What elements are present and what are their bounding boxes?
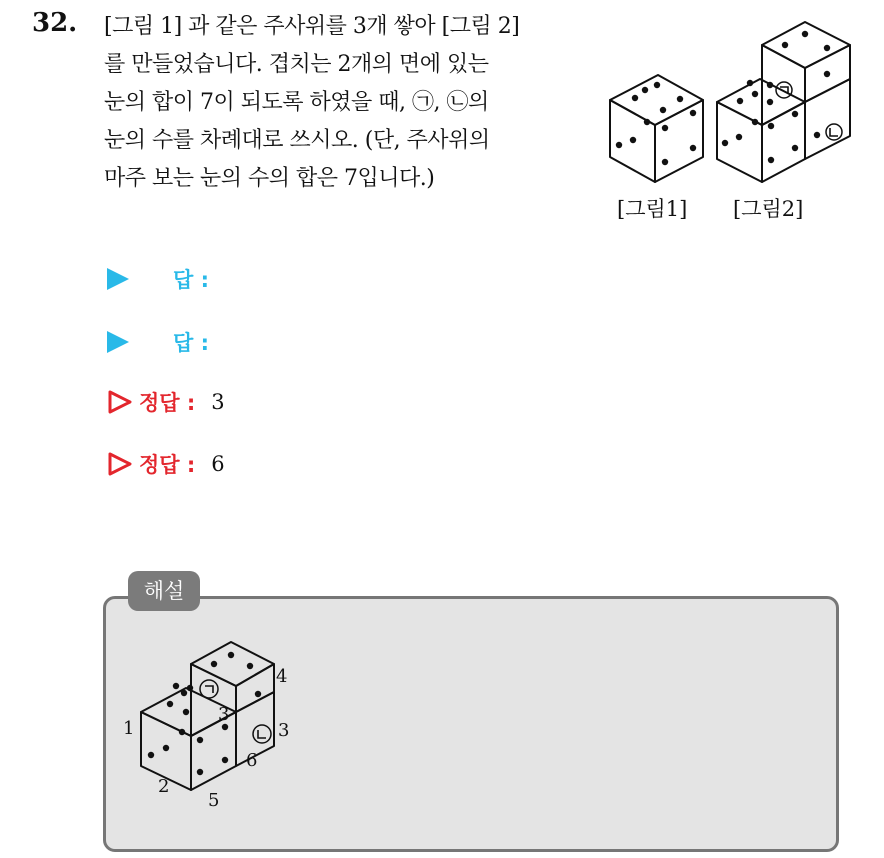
correct-answer-label: 정답 : — [139, 453, 196, 477]
explanation-tab: 해설 — [128, 571, 200, 611]
label-top-right: 4 — [276, 666, 288, 687]
label-left: 1 — [123, 718, 135, 739]
question-line: 마주 보는 눈의 수의 합은 7입니다.) — [104, 166, 435, 191]
correct-answer-value: 3 — [211, 390, 225, 414]
dice-figure — [605, 10, 875, 221]
correct-answer-row — [107, 447, 225, 481]
correct-answer-label: 정답 : — [139, 391, 196, 415]
play-triangle-icon — [107, 331, 129, 353]
fig2-mark-a-circle — [776, 82, 792, 98]
label-right-b: 3 — [278, 720, 290, 741]
outline-triangle-icon — [107, 389, 133, 415]
answer-label: 답 : — [173, 331, 209, 355]
answer-row — [107, 325, 225, 359]
fig2-top-top-face — [762, 22, 850, 68]
explanation-figure — [118, 630, 308, 815]
correct-answer-value: 6 — [211, 452, 225, 476]
question-text — [104, 8, 594, 198]
figure2-caption: [그림2] — [733, 197, 804, 221]
label-under-a: 3 — [218, 704, 230, 725]
label-bottom-left: 2 — [158, 776, 170, 797]
label-right-lower: 6 — [246, 750, 258, 771]
answer-label: 답 : — [173, 268, 209, 292]
question-number: 32. — [32, 8, 78, 38]
play-triangle-icon — [107, 268, 129, 290]
answer-row — [107, 262, 225, 296]
question-line: 눈의 수를 차례대로 쓰시오. (단, 주사위의 — [104, 128, 490, 153]
fig2-mark-b-circle — [826, 124, 842, 140]
label-bottom-right: 5 — [208, 790, 220, 811]
outline-triangle-icon — [107, 451, 133, 477]
figure1-caption: [그림1] — [617, 197, 688, 221]
question-line: 눈의 합이 7이 되도록 하였을 때, ㉠, ㉡의 — [104, 90, 489, 115]
question-line: [그림 1] 과 같은 주사위를 3개 쌓아 [그림 2] — [104, 14, 520, 39]
correct-answer-row — [107, 385, 225, 419]
question-line: 를 만들었습니다. 겹치는 2개의 면에 있는 — [104, 52, 489, 77]
dice-figure-drawing — [605, 10, 875, 190]
